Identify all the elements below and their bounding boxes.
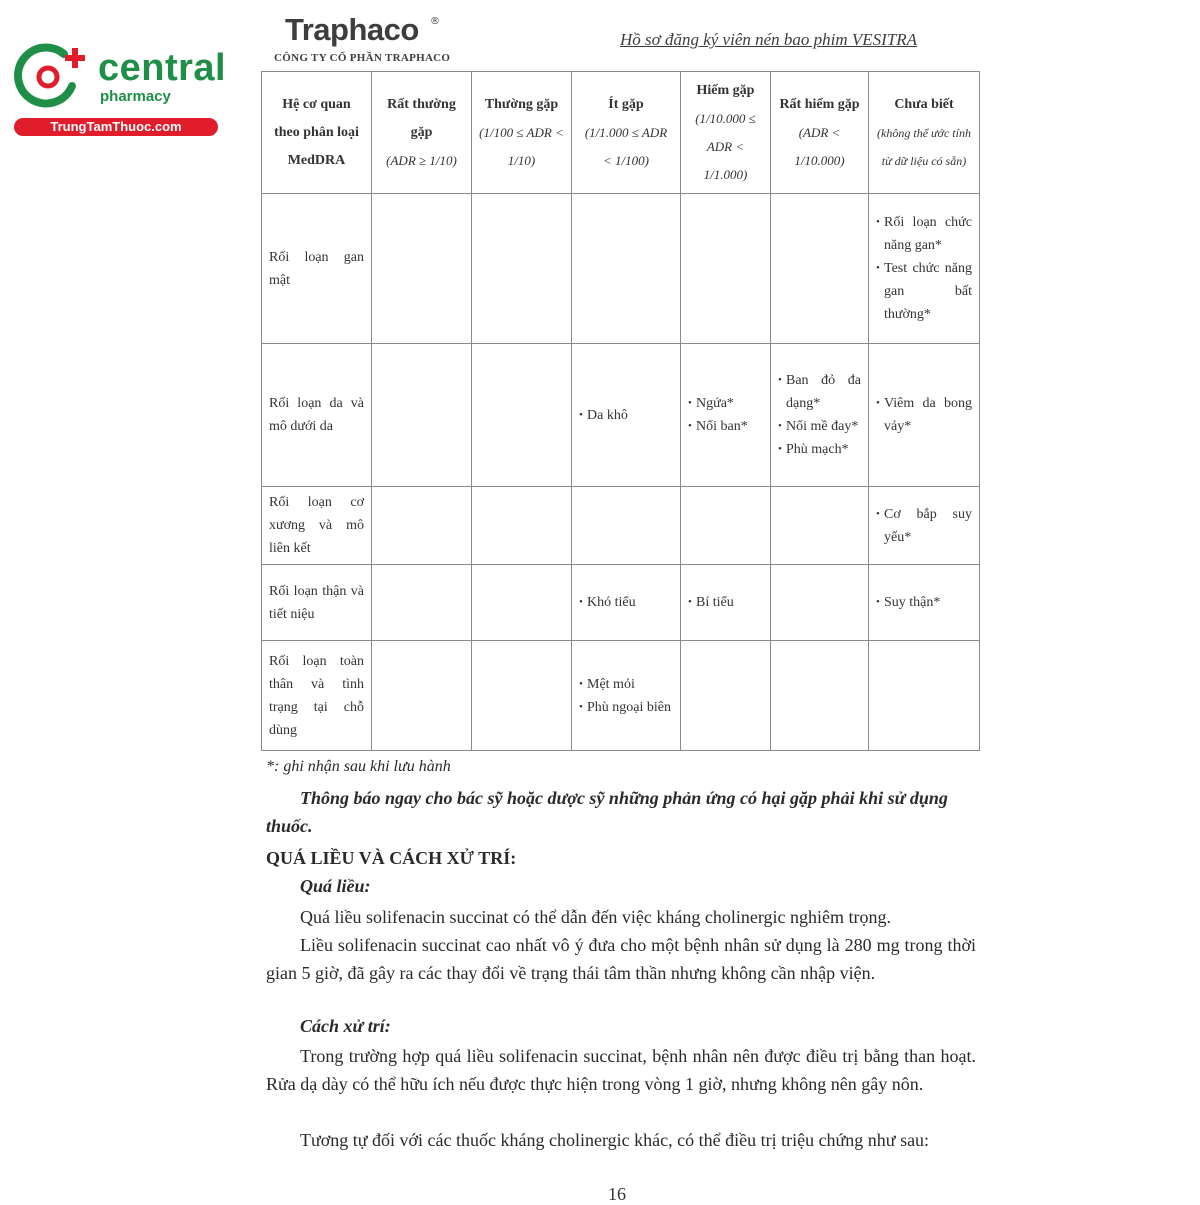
- company-name: CÔNG TY CỔ PHẦN TRAPHACO: [274, 52, 451, 64]
- section-heading: QUÁ LIỀU VÀ CÁCH XỬ TRÍ:: [266, 848, 517, 868]
- page-number: 16: [608, 1184, 626, 1204]
- reaction-list: [876, 392, 972, 438]
- table-cell: [771, 344, 869, 487]
- reaction-item: • Mệt mỏi: [579, 673, 673, 696]
- reaction-item: • Ngứa*: [688, 392, 763, 415]
- adverse-reactions-table: [261, 71, 980, 751]
- table-row: [262, 487, 980, 565]
- header-cell: Rất hiếm gặp (ADR < 1/10.000): [771, 72, 869, 194]
- table-row: [262, 344, 980, 487]
- document-title: Hồ sơ đăng ký viên nén bao phim VESITRA: [620, 30, 918, 49]
- table-cell: [771, 565, 869, 641]
- overdose-heading: Quá liều:: [300, 876, 371, 896]
- table-cell: [681, 565, 771, 641]
- treatment-paragraph: Tương tự đối với các thuốc kháng cholinergic khác, có thể điều trị triệu chứng như sau:: [300, 1130, 930, 1150]
- reaction-item: • Cơ bắp suy yếu*: [876, 503, 972, 549]
- pharmacy-cross-icon: [12, 40, 92, 116]
- organ-system-cell: Rối loạn thận và tiết niệu: [262, 565, 372, 641]
- table-cell: [869, 194, 980, 344]
- reaction-list: [876, 503, 972, 549]
- table-cell: [771, 487, 869, 565]
- table-cell: [372, 487, 472, 565]
- table-cell: [869, 565, 980, 641]
- table-cell: [681, 641, 771, 751]
- table-footnote: *: ghi nhận sau khi lưu hành: [266, 758, 451, 775]
- table-body: [262, 194, 980, 751]
- header-cell: Hiếm gặp (1/10.000 ≤ ADR < 1/1.000): [681, 72, 771, 194]
- table-cell: [372, 194, 472, 344]
- central-pharmacy-logo: [10, 38, 227, 138]
- header-cell: Chưa biết (không thể ước tính từ dữ liệu có sẵn): [869, 72, 980, 194]
- reaction-list: [579, 673, 673, 719]
- reaction-item: • Ban đỏ đa dạng*: [778, 369, 861, 415]
- table-cell: [771, 641, 869, 751]
- reaction-list: [579, 404, 673, 427]
- brand-name: Traphaco: [285, 12, 419, 47]
- table-cell: [472, 641, 572, 751]
- table-row: [262, 194, 980, 344]
- table-cell: [572, 565, 681, 641]
- table-header-row: [262, 72, 980, 194]
- organ-system-cell: Rối loạn gan mật: [262, 194, 372, 344]
- table-row: [262, 565, 980, 641]
- reaction-item: • Da khô: [579, 404, 673, 427]
- table-cell: [572, 487, 681, 565]
- reaction-item: • Bí tiểu: [688, 591, 763, 614]
- logo-url-badge: TrungTamThuoc.com: [14, 118, 218, 136]
- reaction-list: [778, 369, 861, 461]
- table-cell: [372, 641, 472, 751]
- reaction-item: • Phù ngoại biên: [579, 696, 673, 719]
- reaction-item: • Nổi ban*: [688, 415, 763, 438]
- table-cell: [572, 344, 681, 487]
- treatment-paragraph: Trong trường hợp quá liều solifenacin succinat, bệnh nhân nên được điều trị bằng than hoạt. Rửa dạ dày có thể hữu ích nếu được thực hiện trong vòng 1 giờ, nhưng không nên gây nôn.: [266, 1046, 976, 1094]
- table-cell: [372, 344, 472, 487]
- reaction-item: • Phù mạch*: [778, 438, 861, 461]
- table-cell: [372, 565, 472, 641]
- reaction-item: • Nổi mề đay*: [778, 415, 861, 438]
- table-cell: [681, 344, 771, 487]
- table-cell: [869, 641, 980, 751]
- header-cell: Hệ cơ quan theo phân loại MedDRA: [262, 72, 372, 194]
- reaction-item: • Suy thận*: [876, 591, 972, 614]
- table-cell: [681, 194, 771, 344]
- logo-name: central: [98, 47, 227, 89]
- table-cell: [572, 194, 681, 344]
- logo-subtitle: pharmacy: [100, 88, 171, 105]
- table-cell: [472, 487, 572, 565]
- reaction-list: [688, 392, 763, 438]
- organ-system-cell: Rối loạn cơ xương và mô liên kết: [262, 487, 372, 565]
- registered-mark: ®: [430, 16, 440, 27]
- table-cell: [771, 194, 869, 344]
- reaction-list: [579, 591, 673, 614]
- header-cell: Rất thường gặp (ADR ≥ 1/10): [372, 72, 472, 194]
- reaction-item: • Rối loạn chức năng gan*: [876, 211, 972, 257]
- table-cell: [681, 487, 771, 565]
- reaction-list: [876, 591, 972, 614]
- table-cell: [869, 487, 980, 565]
- treatment-heading: Cách xử trí:: [300, 1016, 391, 1036]
- organ-system-cell: Rối loạn toàn thân và tình trạng tại chỗ dùng: [262, 641, 372, 751]
- overdose-paragraph: Quá liều solifenacin succinat có thể dẫn đến việc kháng cholinergic nghiêm trọng.: [300, 907, 891, 927]
- table-cell: [472, 565, 572, 641]
- reaction-item: • Khó tiểu: [579, 591, 673, 614]
- reaction-item: • Test chức năng gan bất thường*: [876, 257, 972, 326]
- reaction-list: [876, 211, 972, 326]
- table-cell: [869, 344, 980, 487]
- overdose-paragraph: Liều solifenacin succinat cao nhất vô ý đưa cho một bệnh nhân sử dụng là 280 mg trong thời gian 5 giờ, đã gây ra các thay đổi về trạng thái tâm thần nhưng không cần nhập viện.: [266, 935, 976, 983]
- reaction-item: • Viêm da bong vảy*: [876, 392, 972, 438]
- header-cell: Thường gặp (1/100 ≤ ADR < 1/10): [472, 72, 572, 194]
- warning-text: Thông báo ngay cho bác sỹ hoặc dược sỹ những phản ứng có hại gặp phải khi sử dụng thuốc.: [266, 788, 948, 836]
- organ-system-cell: Rối loạn da và mô dưới da: [262, 344, 372, 487]
- header-cell: Ít gặp (1/1.000 ≤ ADR < 1/100): [572, 72, 681, 194]
- table-row: [262, 641, 980, 751]
- table-cell: [572, 641, 681, 751]
- table-cell: [472, 194, 572, 344]
- table-cell: [472, 344, 572, 487]
- reaction-list: [688, 591, 763, 614]
